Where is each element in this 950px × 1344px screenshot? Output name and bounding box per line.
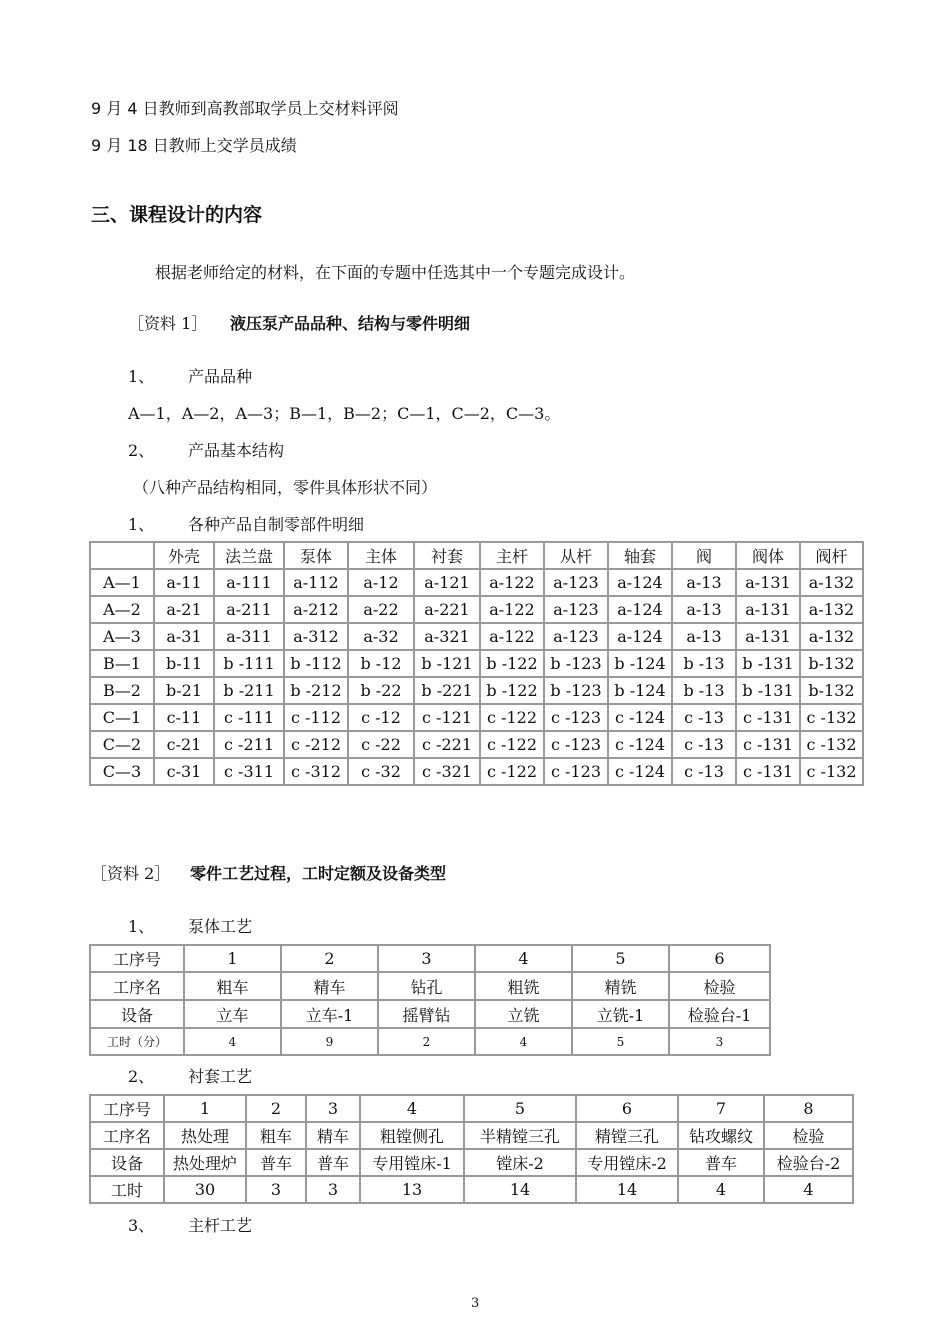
table-cell: a-32 <box>348 623 414 650</box>
table-header-cell <box>90 542 154 569</box>
table-row <box>90 1000 770 1028</box>
table-cell: 专用镗床-1 <box>360 1149 464 1176</box>
table-cell: 检验 <box>764 1122 853 1149</box>
table-cell: 8 <box>764 1095 853 1122</box>
table-cell: 4 <box>475 1028 572 1055</box>
table-cell: 摇臂钻 <box>378 1000 475 1028</box>
table-cell: a-11 <box>154 569 214 596</box>
table-cell: c-21 <box>154 731 214 758</box>
table-cell: b -221 <box>414 677 480 704</box>
item-1-text: 产品品种 <box>188 367 253 386</box>
table-row <box>90 704 863 731</box>
table-cell: 3 <box>378 945 475 972</box>
table-cell: a-132 <box>800 623 863 650</box>
table-cell: c -312 <box>284 758 348 785</box>
table-cell: 精车 <box>281 972 378 1000</box>
table-cell: c -124 <box>608 704 672 731</box>
table-cell: c -131 <box>736 731 800 758</box>
table-cell: a-123 <box>544 623 608 650</box>
table-cell: c -112 <box>284 704 348 731</box>
table-cell: a-13 <box>672 569 736 596</box>
table-cell: a-124 <box>608 623 672 650</box>
table-cell: c-31 <box>154 758 214 785</box>
table-cell: a-122 <box>480 569 544 596</box>
table-row <box>90 569 863 596</box>
table-header-cell: 法兰盘 <box>214 542 284 569</box>
table-cell: c -132 <box>800 758 863 785</box>
table-cell: a-121 <box>414 569 480 596</box>
table-cell: a-131 <box>736 596 800 623</box>
structure-note: （八种产品结构相同，零件具体形状不同） <box>133 478 438 497</box>
table-cell: b-21 <box>154 677 214 704</box>
table-cell: 检验台-1 <box>669 1000 770 1028</box>
table-cell: c -123 <box>544 758 608 785</box>
table-cell: B—2 <box>90 677 154 704</box>
table-row <box>90 596 863 623</box>
table-row <box>90 1122 853 1149</box>
table-cell: 2 <box>378 1028 475 1055</box>
table-cell: a-124 <box>608 569 672 596</box>
table-cell: 普车 <box>246 1149 306 1176</box>
table-cell: 设备 <box>90 1149 164 1176</box>
table-row <box>90 1149 853 1176</box>
table-row <box>90 677 863 704</box>
table-cell: 检验 <box>669 972 770 1000</box>
table-cell: 2 <box>281 945 378 972</box>
table-cell: a-122 <box>480 596 544 623</box>
process-1-text: 泵体工艺 <box>188 917 253 936</box>
table-cell: 半精镗三孔 <box>464 1122 576 1149</box>
table-cell: c -111 <box>214 704 284 731</box>
item-2-text: 产品基本结构 <box>188 441 285 460</box>
table-header-row <box>90 542 863 569</box>
table-cell: 工序名 <box>90 972 184 1000</box>
table-cell: a-13 <box>672 623 736 650</box>
table-cell: a-123 <box>544 569 608 596</box>
table-cell: 热处理炉 <box>164 1149 246 1176</box>
table-cell: c -121 <box>414 704 480 731</box>
table-cell: b-132 <box>800 650 863 677</box>
table-cell: 检验台-2 <box>764 1149 853 1176</box>
table-cell: b -124 <box>608 677 672 704</box>
table-row <box>90 731 863 758</box>
table-cell: 4 <box>184 1028 281 1055</box>
table-cell: 3 <box>306 1095 360 1122</box>
item-3-number: 1、 <box>128 515 155 534</box>
table-row <box>90 972 770 1000</box>
table-cell: c -124 <box>608 758 672 785</box>
table-cell: 6 <box>669 945 770 972</box>
table-cell: c -13 <box>672 731 736 758</box>
table-row <box>90 623 863 650</box>
table-cell: A—1 <box>90 569 154 596</box>
table-header-cell: 阀 <box>672 542 736 569</box>
table-cell: a-13 <box>672 596 736 623</box>
table-cell: 立车 <box>184 1000 281 1028</box>
table-cell: c -211 <box>214 731 284 758</box>
table-cell: c -123 <box>544 731 608 758</box>
table-cell: b -13 <box>672 677 736 704</box>
table-cell: a-22 <box>348 596 414 623</box>
table-cell: c -321 <box>414 758 480 785</box>
process-2-number: 2、 <box>128 1067 155 1086</box>
table-cell: 镗床-2 <box>464 1149 576 1176</box>
table-cell: 普车 <box>678 1149 764 1176</box>
table-cell: 精铣 <box>572 972 669 1000</box>
table-cell: b-132 <box>800 677 863 704</box>
table-cell: 粗镗侧孔 <box>360 1122 464 1149</box>
table-cell: c -13 <box>672 758 736 785</box>
process-3-number: 3、 <box>128 1216 155 1235</box>
table-cell: 14 <box>464 1176 576 1203</box>
table-cell: a-221 <box>414 596 480 623</box>
table-cell: 工时 <box>90 1176 164 1203</box>
table-cell: 1 <box>184 945 281 972</box>
table-cell: c -122 <box>480 704 544 731</box>
table-cell: 工序号 <box>90 945 184 972</box>
table-cell: a-122 <box>480 623 544 650</box>
table-cell: A—3 <box>90 623 154 650</box>
table-cell: 4 <box>360 1095 464 1122</box>
item-1-number: 1、 <box>128 367 155 386</box>
table-cell: a-311 <box>214 623 284 650</box>
table-header-cell: 泵体 <box>284 542 348 569</box>
process-1-number: 1、 <box>128 917 155 936</box>
table-cell: a-112 <box>284 569 348 596</box>
table-cell: c -13 <box>672 704 736 731</box>
table-cell: b-11 <box>154 650 214 677</box>
table-cell: c -32 <box>348 758 414 785</box>
table-header-cell: 外壳 <box>154 542 214 569</box>
table-cell: 3 <box>669 1028 770 1055</box>
table-cell: c -131 <box>736 758 800 785</box>
table-cell: b -131 <box>736 650 800 677</box>
table-cell: 4 <box>475 945 572 972</box>
table-cell: 精镗三孔 <box>576 1122 678 1149</box>
resource-2-label: ［资料 2］ <box>91 864 171 883</box>
table-cell: b -124 <box>608 650 672 677</box>
table-row <box>90 1176 853 1203</box>
table-cell: c -132 <box>800 704 863 731</box>
table-cell: a-212 <box>284 596 348 623</box>
table-row <box>90 758 863 785</box>
resource-1-title: 液压泵产品品种、结构与零件明细 <box>230 314 471 333</box>
pump-body-process-table <box>89 944 771 1056</box>
table-cell: 9 <box>281 1028 378 1055</box>
table-cell: b -121 <box>414 650 480 677</box>
table-cell: a-132 <box>800 596 863 623</box>
table-cell: c-11 <box>154 704 214 731</box>
table-cell: a-131 <box>736 569 800 596</box>
table-cell: 2 <box>246 1095 306 1122</box>
table-cell: a-21 <box>154 596 214 623</box>
table-cell: 6 <box>576 1095 678 1122</box>
table-cell: 热处理 <box>164 1122 246 1149</box>
table-header-cell: 主杆 <box>480 542 544 569</box>
table-cell: c -22 <box>348 731 414 758</box>
table-cell: b -22 <box>348 677 414 704</box>
table-cell: 4 <box>678 1176 764 1203</box>
table-cell: 工序号 <box>90 1095 164 1122</box>
table-cell: a-124 <box>608 596 672 623</box>
table-cell: 立铣-1 <box>572 1000 669 1028</box>
table-cell: 立车-1 <box>281 1000 378 1028</box>
table-cell: b -111 <box>214 650 284 677</box>
table-cell: b -211 <box>214 677 284 704</box>
table-row <box>90 1028 770 1055</box>
product-variants: A—1，A—2，A—3；B—1，B—2；C—1，C—2，C—3。 <box>128 404 561 423</box>
schedule-line-1: 9 月 4 日教师到高教部取学员上交材料评阅 <box>91 99 399 118</box>
table-cell: a-12 <box>348 569 414 596</box>
table-header-cell: 阀杆 <box>800 542 863 569</box>
table-cell: 设备 <box>90 1000 184 1028</box>
table-cell: b -13 <box>672 650 736 677</box>
table-cell: a-312 <box>284 623 348 650</box>
table-cell: C—1 <box>90 704 154 731</box>
table-cell: 粗铣 <box>475 972 572 1000</box>
table-cell: 精车 <box>306 1122 360 1149</box>
table-cell: 5 <box>572 945 669 972</box>
page-number: 3 <box>471 1296 480 1311</box>
table-cell: b -123 <box>544 650 608 677</box>
table-cell: b -122 <box>480 650 544 677</box>
table-cell: a-31 <box>154 623 214 650</box>
table-cell: a-211 <box>214 596 284 623</box>
table-cell: 钻孔 <box>378 972 475 1000</box>
table-cell: b -212 <box>284 677 348 704</box>
table-cell: 工序名 <box>90 1122 164 1149</box>
table-cell: 3 <box>246 1176 306 1203</box>
section-heading: 三、课程设计的内容 <box>91 204 263 226</box>
table-cell: B—1 <box>90 650 154 677</box>
table-cell: c -122 <box>480 731 544 758</box>
table-cell: 7 <box>678 1095 764 1122</box>
table-cell: b -123 <box>544 677 608 704</box>
table-cell: 3 <box>306 1176 360 1203</box>
table-cell: c -122 <box>480 758 544 785</box>
table-cell: 30 <box>164 1176 246 1203</box>
table-header-cell: 主体 <box>348 542 414 569</box>
table-cell: 钻攻螺纹 <box>678 1122 764 1149</box>
bushing-process-table <box>89 1094 854 1204</box>
table-cell: 13 <box>360 1176 464 1203</box>
table-cell: C—3 <box>90 758 154 785</box>
table-cell: 专用镗床-2 <box>576 1149 678 1176</box>
table-cell: b -112 <box>284 650 348 677</box>
table-cell: c -311 <box>214 758 284 785</box>
table-cell: b -12 <box>348 650 414 677</box>
table-header-cell: 轴套 <box>608 542 672 569</box>
table-cell: 4 <box>764 1176 853 1203</box>
table-cell: 1 <box>164 1095 246 1122</box>
table-cell: c -131 <box>736 704 800 731</box>
table-cell: 粗车 <box>184 972 281 1000</box>
table-cell: 5 <box>572 1028 669 1055</box>
process-2-text: 衬套工艺 <box>188 1067 253 1086</box>
process-3-text: 主杆工艺 <box>188 1216 253 1235</box>
table-row <box>90 1095 853 1122</box>
table-cell: 立铣 <box>475 1000 572 1028</box>
table-row <box>90 945 770 972</box>
table-cell: C—2 <box>90 731 154 758</box>
resource-2-title: 零件工艺过程，工时定额及设备类型 <box>190 864 447 883</box>
table-cell: c -212 <box>284 731 348 758</box>
table-cell: 粗车 <box>246 1122 306 1149</box>
table-row <box>90 650 863 677</box>
table-cell: 工时（分） <box>90 1028 184 1055</box>
table-cell: A—2 <box>90 596 154 623</box>
table-cell: a-132 <box>800 569 863 596</box>
item-2-number: 2、 <box>128 441 155 460</box>
table-cell: c -123 <box>544 704 608 731</box>
table-cell: c -12 <box>348 704 414 731</box>
intro-paragraph: 根据老师给定的材料，在下面的专题中任选其中一个专题完成设计。 <box>155 263 636 282</box>
table-cell: b -131 <box>736 677 800 704</box>
parts-table <box>89 541 864 786</box>
table-cell: a-131 <box>736 623 800 650</box>
table-header-cell: 阀体 <box>736 542 800 569</box>
table-cell: a-111 <box>214 569 284 596</box>
table-header-cell: 衬套 <box>414 542 480 569</box>
schedule-line-2: 9 月 18 日教师上交学员成绩 <box>91 136 297 155</box>
table-cell: a-321 <box>414 623 480 650</box>
table-cell: c -221 <box>414 731 480 758</box>
table-cell: 普车 <box>306 1149 360 1176</box>
table-cell: 5 <box>464 1095 576 1122</box>
table-cell: a-123 <box>544 596 608 623</box>
table-cell: c -132 <box>800 731 863 758</box>
table-cell: c -124 <box>608 731 672 758</box>
table-cell: b -122 <box>480 677 544 704</box>
table-cell: 14 <box>576 1176 678 1203</box>
table-header-cell: 从杆 <box>544 542 608 569</box>
item-3-text: 各种产品自制零部件明细 <box>188 515 365 534</box>
resource-1-label: ［资料 1］ <box>128 314 208 333</box>
